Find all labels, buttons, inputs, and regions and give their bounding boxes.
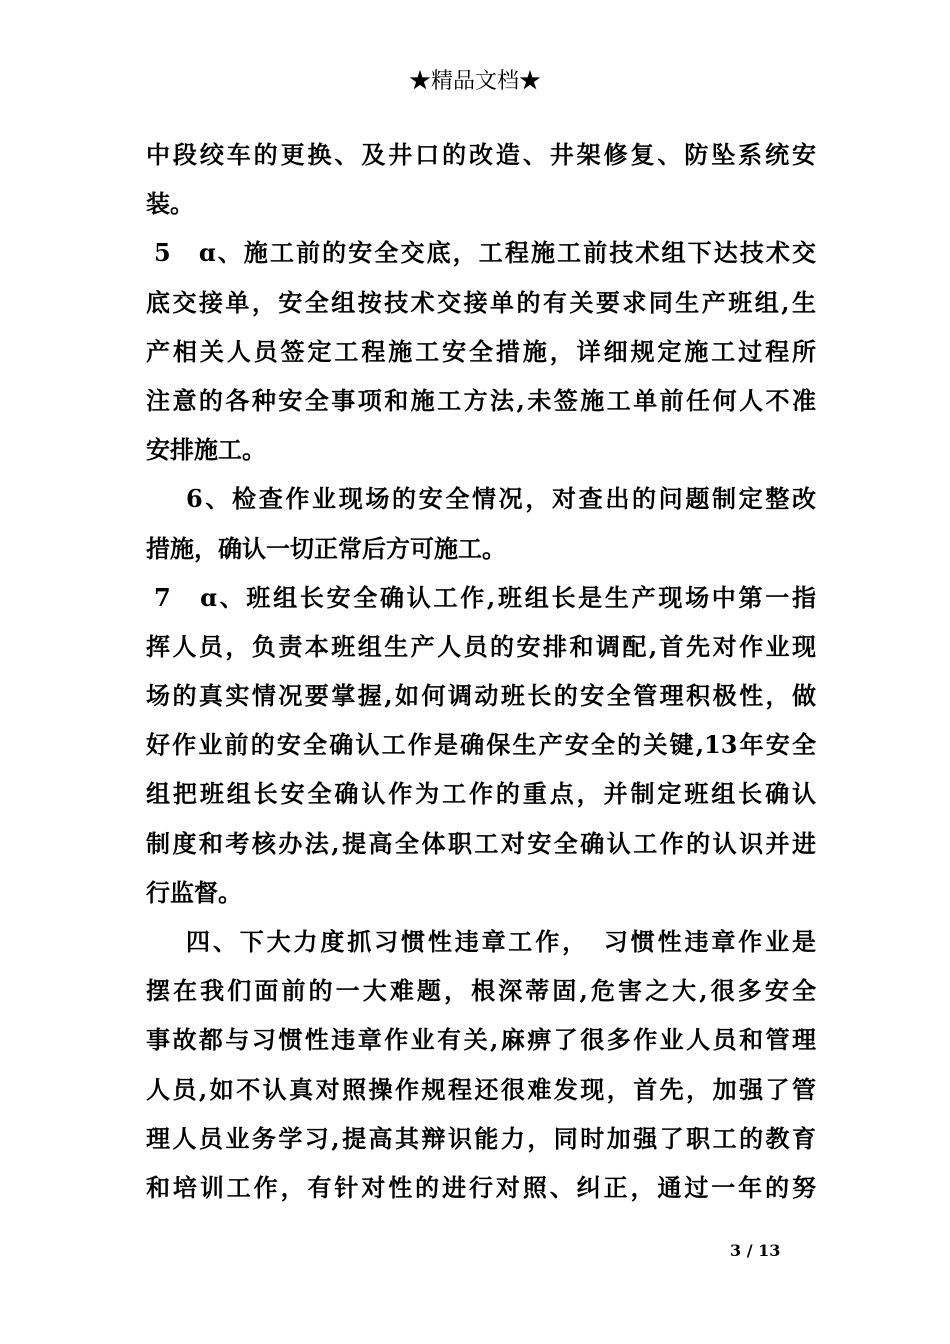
page-number: 3 / 13: [730, 1241, 781, 1260]
text-line: 组把班组长安全确认作为工作的重点，并制定班组长确认: [146, 779, 816, 809]
text-line: 事故都与习惯性违章作业有关,麻痹了很多作业人员和管理: [146, 1025, 816, 1055]
text-line: 人员,如不认真对照操作规程还很难发现，首先，加强了管: [146, 1074, 816, 1104]
text-line: 装。: [146, 189, 194, 219]
text-line: 制度和考核办法,提高全体职工对安全确认工作的认识并进: [146, 828, 816, 858]
text-line: 措施，确认一切正常后方可施工。: [146, 533, 506, 563]
page-header-title: ★精品文档★: [408, 69, 541, 94]
body-text: [146, 130, 816, 1212]
text-line: 理人员业务学习,提高其辩识能力，同时加强了职工的教育: [146, 1123, 816, 1153]
text-line: 注意的各种安全事项和施工方法,未签施工单前任何人不准: [146, 385, 816, 415]
text-line: 挥人员，负责本班组生产人员的安排和调配,首先对作业现: [146, 631, 816, 661]
text-line: 四、下大力度抓习惯性违章工作， 习惯性违章作业是: [186, 927, 816, 956]
text-line: 7 ɑ、班组长安全确认工作,班组长是生产现场中第一指: [154, 582, 816, 612]
text-line: 场的真实情况要掌握,如何调动班长的安全管理积极性，做: [146, 681, 816, 711]
text-line: 摆在我们面前的一大难题，根深蒂固,危害之大,很多安全: [146, 976, 816, 1006]
text-line: 行监督。: [146, 877, 242, 907]
text-line: 产相关人员签定工程施工安全措施，详细规定施工过程所: [146, 336, 816, 366]
text-line: 6、检查作业现场的安全情况，对查出的问题制定整改: [186, 484, 816, 514]
text-line: 和培训工作，有针对性的进行对照、纠正，通过一年的努: [146, 1172, 816, 1202]
text-line: 底交接单，安全组按技术交接单的有关要求同生产班组,生: [146, 287, 816, 317]
text-line: 中段绞车的更换、及井口的改造、井架修复、防坠系统安: [146, 140, 816, 169]
text-line: 5 ɑ、施工前的安全交底，工程施工前技术组下达技术交: [154, 238, 816, 268]
text-line: 好作业前的安全确认工作是确保生产安全的关键,13年安全: [146, 730, 816, 760]
text-line: 安排施工。: [146, 435, 266, 465]
